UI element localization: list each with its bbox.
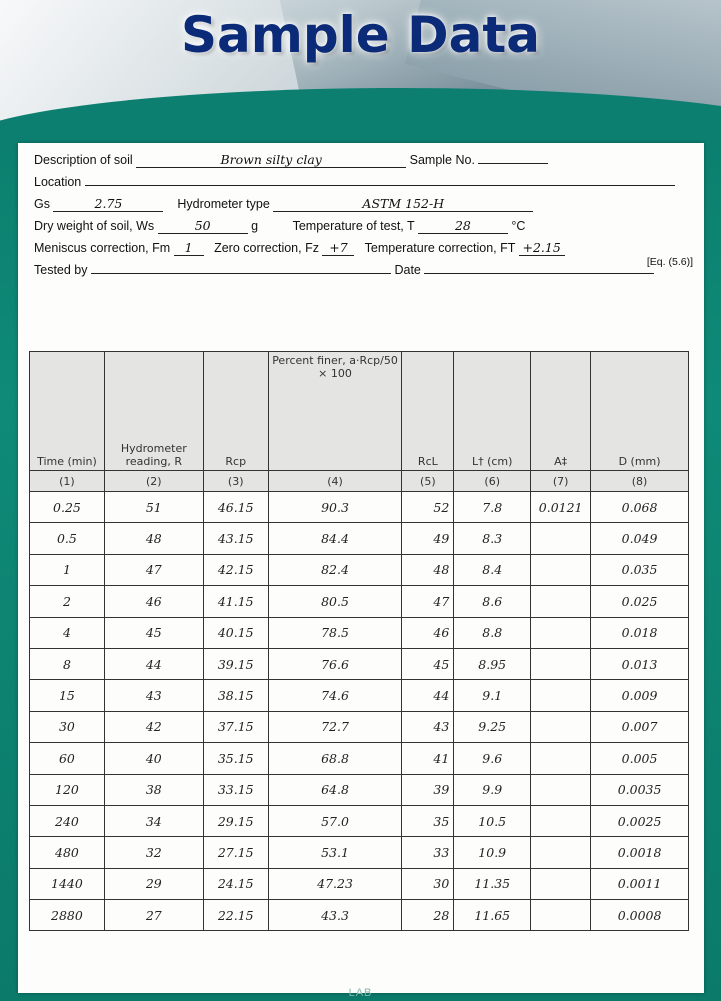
table-cell: 8.3	[454, 523, 531, 554]
table-cell: 52	[402, 492, 454, 523]
table-cell	[531, 554, 591, 585]
table-cell: 43	[402, 711, 454, 742]
table-cell: 45	[104, 617, 203, 648]
table-cell: 2	[30, 586, 105, 617]
column-header: RcL	[402, 352, 454, 471]
table-cell: 42.15	[203, 554, 268, 585]
table-cell: 37.15	[203, 711, 268, 742]
table-cell: 0.025	[591, 586, 689, 617]
date-label: Date	[394, 263, 421, 277]
table-cell: 68.8	[268, 743, 402, 774]
tested-line	[34, 259, 689, 281]
hyd-value: ASTM 152-H	[273, 197, 533, 212]
table-cell: 0.0035	[591, 774, 689, 805]
table-cell: 43	[104, 680, 203, 711]
table-row	[30, 492, 689, 523]
table-cell: 2880	[30, 900, 105, 931]
table-colnum-row	[30, 471, 689, 492]
table-row	[30, 900, 689, 931]
column-number: (5)	[402, 471, 454, 492]
table-cell: 90.3	[268, 492, 402, 523]
table-cell: 30	[30, 711, 105, 742]
sample-label: Sample No.	[409, 153, 475, 167]
table-cell	[531, 523, 591, 554]
table-cell	[531, 617, 591, 648]
table-cell: 51	[104, 492, 203, 523]
sample-value	[478, 163, 548, 164]
table-cell: 0.013	[591, 648, 689, 679]
table-row	[30, 774, 689, 805]
table-cell: 9.25	[454, 711, 531, 742]
table-cell: 240	[30, 805, 105, 836]
table-cell: 47.23	[268, 868, 402, 899]
data-sheet	[18, 143, 704, 993]
table-cell: 45	[402, 648, 454, 679]
table-cell: 48	[104, 523, 203, 554]
table-cell: 0.0018	[591, 837, 689, 868]
table-row	[30, 837, 689, 868]
table-cell: 120	[30, 774, 105, 805]
tested-label: Tested by	[34, 263, 88, 277]
table-cell: 0.049	[591, 523, 689, 554]
table-cell: 22.15	[203, 900, 268, 931]
date-value	[424, 273, 654, 274]
table-cell: 46	[402, 617, 454, 648]
table-row	[30, 711, 689, 742]
table-cell: 15	[30, 680, 105, 711]
men-value: 1	[174, 241, 204, 256]
table-cell: 44	[402, 680, 454, 711]
table-row	[30, 617, 689, 648]
table-cell: 35	[402, 805, 454, 836]
table-cell: 9.9	[454, 774, 531, 805]
table-row	[30, 680, 689, 711]
table-cell: 72.7	[268, 711, 402, 742]
table-cell: 27	[104, 900, 203, 931]
table-cell: 24.15	[203, 868, 268, 899]
table-cell: 46.15	[203, 492, 268, 523]
table-row	[30, 743, 689, 774]
table-header-row	[30, 352, 689, 471]
table-cell: 0.035	[591, 554, 689, 585]
table-cell: 10.5	[454, 805, 531, 836]
table-cell: 49	[402, 523, 454, 554]
hyd-label: Hydrometer type	[177, 197, 270, 211]
table-row	[30, 805, 689, 836]
table-cell: 43.15	[203, 523, 268, 554]
temp-unit: °C	[511, 219, 526, 233]
form-header	[34, 149, 693, 281]
tcorr-note: [Eq. (5.6)]	[646, 256, 693, 268]
table-cell: 74.6	[268, 680, 402, 711]
table-cell: 82.4	[268, 554, 402, 585]
table-row	[30, 554, 689, 585]
table-cell: 78.5	[268, 617, 402, 648]
table-cell	[531, 868, 591, 899]
table-cell: 11.35	[454, 868, 531, 899]
table-cell: 33.15	[203, 774, 268, 805]
dry-value: 50	[158, 219, 248, 234]
gs-line	[34, 193, 689, 215]
table-cell: 43.3	[268, 900, 402, 931]
table-cell: 40.15	[203, 617, 268, 648]
desc-label: Description of soil	[34, 153, 133, 167]
column-header: A‡	[531, 352, 591, 471]
column-number: (3)	[203, 471, 268, 492]
table-cell	[531, 680, 591, 711]
table-cell: 7.8	[454, 492, 531, 523]
table-cell: 76.6	[268, 648, 402, 679]
table-cell: 84.4	[268, 523, 402, 554]
table-cell: 46	[104, 586, 203, 617]
table-cell: 38.15	[203, 680, 268, 711]
table-cell: 28	[402, 900, 454, 931]
location-line	[34, 171, 689, 193]
table-cell: 53.1	[268, 837, 402, 868]
table-cell: 0.0025	[591, 805, 689, 836]
table-cell: 60	[30, 743, 105, 774]
table-cell: 64.8	[268, 774, 402, 805]
column-number: (2)	[104, 471, 203, 492]
column-header: Percent finer, a·Rcp/50 × 100	[268, 352, 402, 471]
table-cell: 40	[104, 743, 203, 774]
table-cell: 0.5	[30, 523, 105, 554]
table-cell: 29	[104, 868, 203, 899]
table-cell	[531, 900, 591, 931]
column-number: (1)	[30, 471, 105, 492]
dry-unit: g	[251, 219, 259, 233]
table-cell: 39.15	[203, 648, 268, 679]
table-cell: 0.005	[591, 743, 689, 774]
table-cell: 9.1	[454, 680, 531, 711]
table-cell	[531, 805, 591, 836]
footer-text: LAB	[348, 987, 373, 999]
table-row	[30, 648, 689, 679]
table-cell: 0.009	[591, 680, 689, 711]
tcorr-value: +2.15	[519, 241, 565, 256]
table-cell: 47	[104, 554, 203, 585]
temp-value: 28	[418, 219, 508, 234]
table-cell: 0.0011	[591, 868, 689, 899]
table-cell	[531, 743, 591, 774]
dry-weight-line	[34, 215, 689, 237]
location-value	[85, 185, 675, 186]
column-number: (6)	[454, 471, 531, 492]
column-header: Time (min)	[30, 352, 105, 471]
table-cell: 8	[30, 648, 105, 679]
table-cell	[531, 774, 591, 805]
table-cell	[531, 711, 591, 742]
table-cell: 0.018	[591, 617, 689, 648]
table-cell: 11.65	[454, 900, 531, 931]
table-cell: 0.0121	[531, 492, 591, 523]
table-cell: 8.4	[454, 554, 531, 585]
column-number: (4)	[268, 471, 402, 492]
location-label: Location	[34, 175, 82, 189]
table-cell: 0.007	[591, 711, 689, 742]
table-cell: 48	[402, 554, 454, 585]
dry-label: Dry weight of soil, Ws	[34, 219, 155, 233]
table-cell: 0.068	[591, 492, 689, 523]
table-cell: 10.9	[454, 837, 531, 868]
column-header: D (mm)	[591, 352, 689, 471]
column-header: Rcp	[203, 352, 268, 471]
column-header: L† (cm)	[454, 352, 531, 471]
table-cell: 44	[104, 648, 203, 679]
table-cell: 0.25	[30, 492, 105, 523]
table-body	[30, 492, 689, 931]
slide-title: Sample Data	[181, 6, 540, 64]
table-cell: 47	[402, 586, 454, 617]
table-cell: 32	[104, 837, 203, 868]
table-cell: 29.15	[203, 805, 268, 836]
table-cell: 1440	[30, 868, 105, 899]
column-number: (7)	[531, 471, 591, 492]
table-cell: 33	[402, 837, 454, 868]
zero-label: Zero correction, Fz	[214, 241, 319, 255]
table-cell: 38	[104, 774, 203, 805]
table-cell: 41	[402, 743, 454, 774]
table-cell: 34	[104, 805, 203, 836]
gs-label: Gs	[34, 197, 50, 211]
table-cell: 0.0008	[591, 900, 689, 931]
table-cell: 39	[402, 774, 454, 805]
gs-value: 2.75	[53, 197, 163, 212]
table-cell: 8.95	[454, 648, 531, 679]
table-cell: 1	[30, 554, 105, 585]
hydrometer-table	[29, 351, 689, 931]
table-cell	[531, 648, 591, 679]
description-line	[34, 149, 689, 171]
table-cell: 42	[104, 711, 203, 742]
table-row	[30, 868, 689, 899]
table-row	[30, 523, 689, 554]
column-number: (8)	[591, 471, 689, 492]
tcorr-label: Temperature correction, FT	[364, 241, 516, 255]
temp-label: Temperature of test, T	[292, 219, 415, 233]
table-cell	[531, 586, 591, 617]
table-cell: 27.15	[203, 837, 268, 868]
corrections-line	[34, 237, 693, 268]
column-header: Hydrometer reading, R	[104, 352, 203, 471]
table-cell: 8.6	[454, 586, 531, 617]
table-cell: 480	[30, 837, 105, 868]
table-cell	[531, 837, 591, 868]
table-cell: 57.0	[268, 805, 402, 836]
table-cell: 35.15	[203, 743, 268, 774]
table-cell: 80.5	[268, 586, 402, 617]
zero-value: +7	[322, 241, 354, 256]
table-cell: 8.8	[454, 617, 531, 648]
tested-value	[91, 273, 391, 274]
desc-value: Brown silty clay	[136, 153, 406, 168]
table-cell: 9.6	[454, 743, 531, 774]
table-cell: 41.15	[203, 586, 268, 617]
table-cell: 4	[30, 617, 105, 648]
table-row	[30, 586, 689, 617]
table-cell: 30	[402, 868, 454, 899]
men-label: Meniscus correction, Fm	[34, 241, 171, 255]
